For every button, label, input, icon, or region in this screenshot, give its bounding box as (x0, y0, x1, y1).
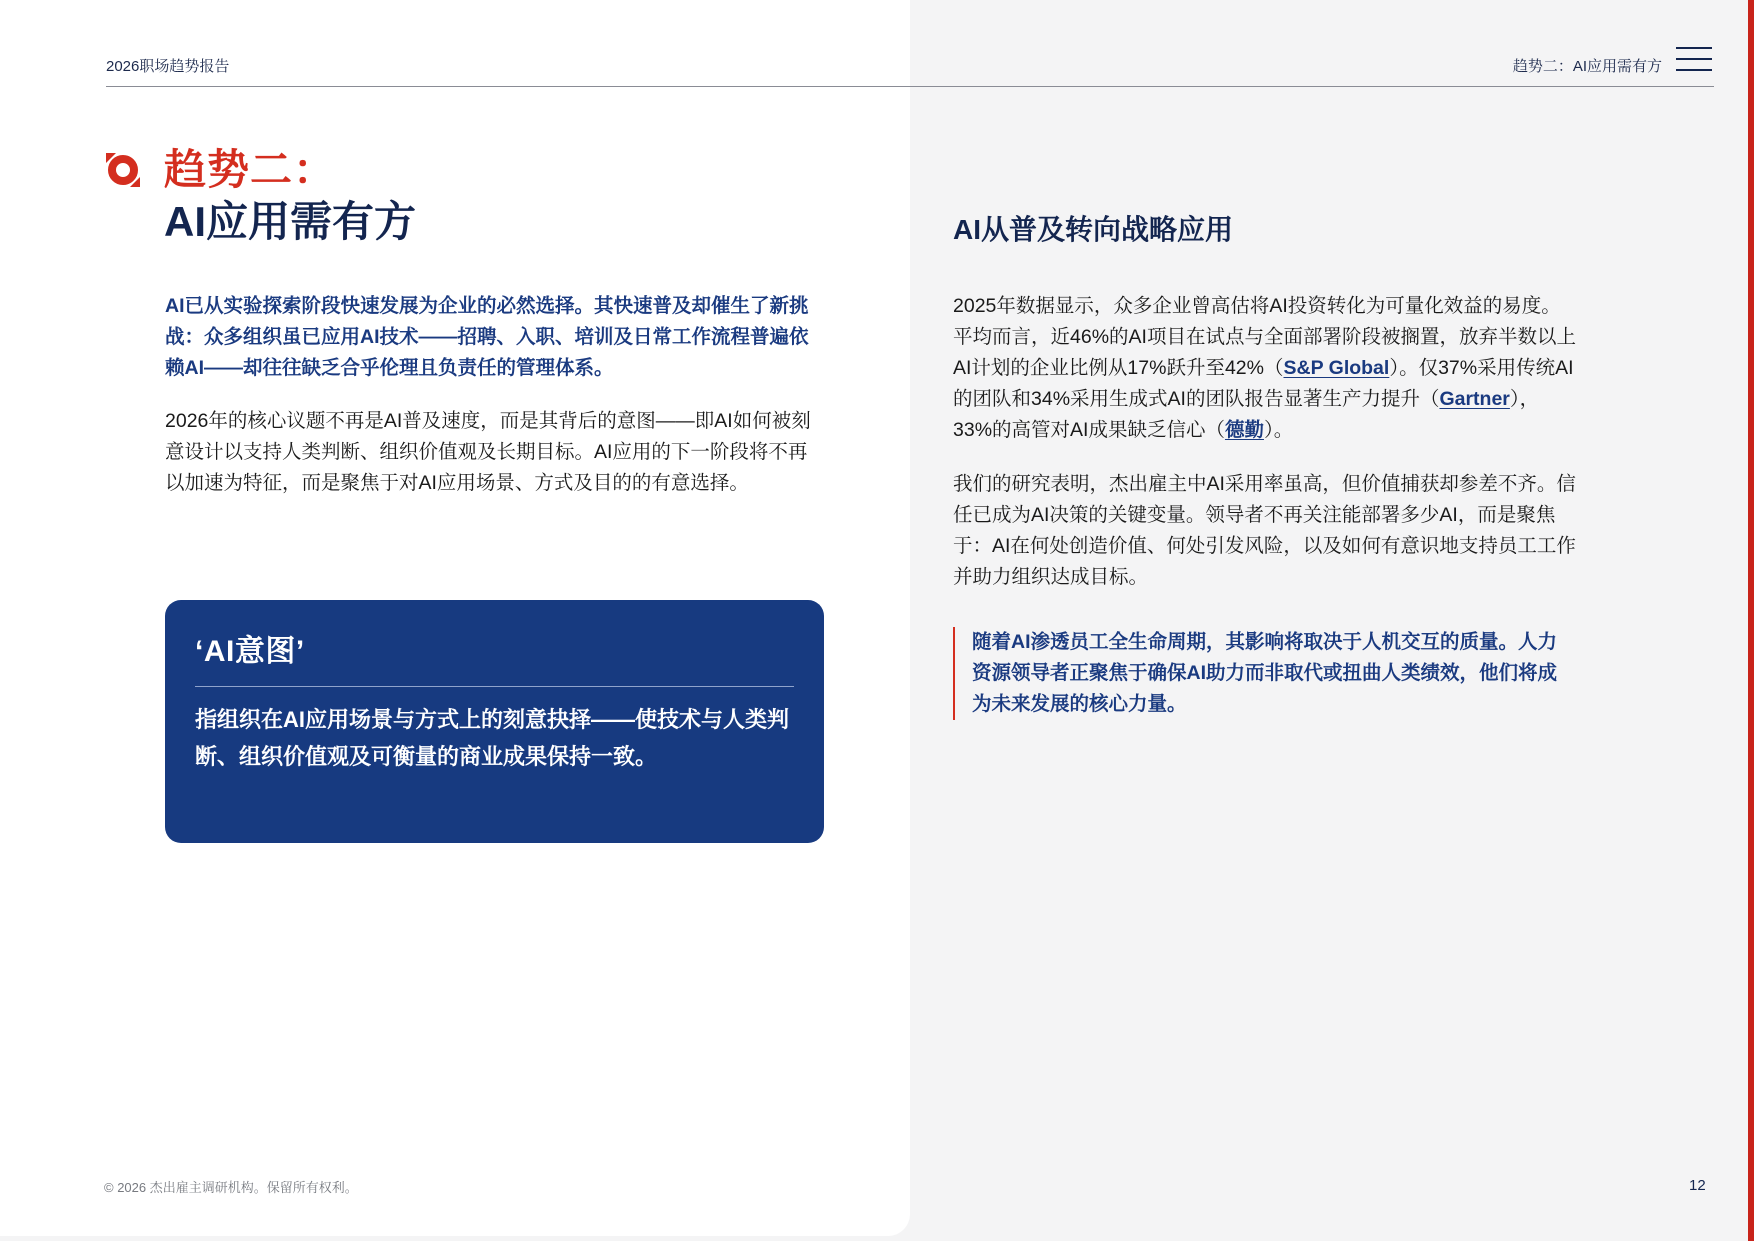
stats-paragraph (953, 291, 1578, 446)
pull-quote: 随着AI渗透员工全生命周期，其影响将取决于人机交互的质量。人力资源领导者正聚焦于确保AI助力而非取代或扭曲人类绩效，他们将成为未来发展的核心力量。 (953, 627, 1573, 720)
section-title: 趋势二：AI应用需有方 (1512, 58, 1662, 75)
menu-line (1676, 58, 1712, 60)
citation-link-sp-global[interactable]: S&P Global (1283, 357, 1390, 379)
text-span: ）。 (1263, 419, 1294, 441)
edge-accent-bar (1748, 0, 1754, 1241)
header-divider (106, 86, 1714, 87)
lead-paragraph: AI已从实验探索阶段快速发展为企业的必然选择。其快速普及却催生了新挑战：众多组织虽已应用AI技术——招聘、入职、培训及日常工作流程普遍依赖AI——却往往缺乏合乎伦理且负责任的管理体系。 (165, 295, 809, 379)
citation-link-deloitte[interactable]: 德勤 (1224, 419, 1264, 441)
text-span: 2025年数据显示，众多企业曾高估将AI投资转化为可量化效益的易度。平均而言，近46%的AI项目在试点与全面部署阶段被搁置，放弃半数以上AI计划的企业比例从17%跃升至42%（ (953, 295, 1576, 379)
citation-link-gartner[interactable]: Gartner (1439, 388, 1510, 410)
text-span: ）。仅37%采用传统AI的团队和34%采用生成式AI的团队报告显著生产力提升（ (953, 357, 1574, 410)
definition-card (165, 600, 824, 843)
ring-logo-icon (106, 153, 140, 187)
page-number: 12 (1689, 1177, 1706, 1194)
copyright-notice: © 2026 杰出雇主调研机构。保留所有权利。 (104, 1180, 358, 1195)
definition-title: ‘AI意图’ (195, 635, 305, 668)
hamburger-menu-icon[interactable] (1676, 45, 1714, 73)
page-title-line2: AI应用需有方 (164, 198, 417, 245)
body-paragraph: 2026年的核心议题不再是AI普及速度，而是其背后的意图——即AI如何被刻意设计以支持人类判断、组织价值观及长期目标。AI应用的下一阶段将不再以加速为特征，而是聚焦于对AI应用场景、方式及目的的有意选择。 (165, 410, 811, 494)
research-paragraph: 我们的研究表明，杰出雇主中AI采用率虽高，但价值捕获却参差不齐。信任已成为AI决策的关键变量。领导者不再关注能部署多少AI，而是聚焦于：AI在何处创造价值、何处引发风险，以及如何有意识地支持员工工作并助力组织达成目标。 (953, 473, 1576, 588)
definition-text: 指组织在AI应用场景与方式上的刻意抉择——使技术与人类判断、组织价值观及可衡量的商业成果保持一致。 (195, 707, 790, 769)
text-span: ），33%的高管对AI成果缺乏信心（ (953, 388, 1540, 441)
page-title-line1: 趋势二： (164, 146, 337, 193)
menu-line (1676, 47, 1712, 49)
menu-line (1676, 69, 1712, 71)
report-title: 2026职场趋势报告 (106, 58, 230, 75)
definition-divider (195, 686, 794, 687)
section-heading: AI从普及转向战略应用 (953, 214, 1234, 245)
